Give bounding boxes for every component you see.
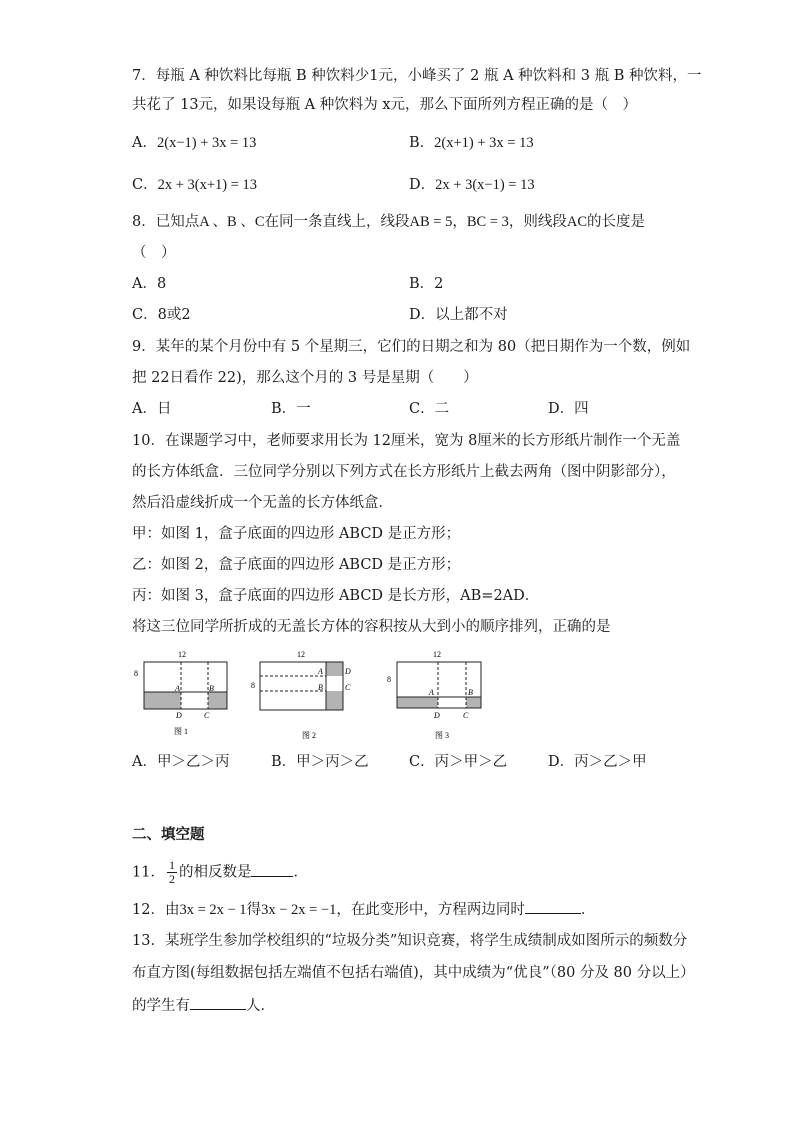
- q10-figure-2: [248, 646, 358, 742]
- option-text: 2x + 3(x−1) = 13: [435, 177, 535, 193]
- option-label: D．: [409, 307, 436, 323]
- fig3-top-label: 12: [433, 650, 441, 659]
- option-text: 四: [574, 401, 589, 417]
- option-label: D．: [548, 754, 575, 770]
- option-text: 8: [156, 276, 167, 292]
- fig2-shade-bottom: [326, 691, 343, 710]
- fig3-shade-right: [466, 697, 481, 708]
- q13-text: 人．: [246, 998, 275, 1014]
- fig1-shade-left: [144, 692, 181, 709]
- q12-text: ，在此变形中，方程两边同时: [336, 902, 525, 918]
- q13-answer-blank[interactable]: [190, 995, 246, 1010]
- fig1-point-a: A: [175, 684, 180, 693]
- q7-stem-line1: 7．每瓶 A 种饮料比每瓶 B 种饮料少1元，小峰买了 2 瓶 A 种饮料和 3 瓶 B 种饮料，一: [132, 68, 702, 84]
- q7-option-d[interactable]: [409, 175, 535, 195]
- q8-option-a[interactable]: [132, 274, 166, 294]
- option-text: 日: [156, 401, 172, 417]
- q13-stem-line3: [132, 995, 275, 1016]
- q13-stem-line1: 13．某班学生参加学校组织的“垃圾分类”知识竞赛，将学生成绩制成如图所示的频数分: [132, 933, 688, 949]
- q10-statement-jia: 甲：如图 1，盒子底面的四边形 ABCD 是正方形；: [132, 526, 461, 542]
- q8-text: ，则线段: [508, 214, 567, 230]
- option-label: C．: [132, 307, 158, 323]
- option-label: C．: [409, 754, 435, 770]
- q8-ac: AC: [566, 214, 588, 230]
- fig2-point-a: A: [318, 667, 323, 676]
- q9-option-d[interactable]: [548, 399, 589, 419]
- q12-text: 得: [246, 902, 262, 918]
- q10-stem-line1: 10．在课题学习中，老师要求用长为 12厘米，宽为 8厘米的长方形纸片制作一个无盖: [132, 433, 681, 449]
- q7-option-a[interactable]: [132, 133, 256, 153]
- fig1-top-label: 12: [178, 650, 186, 659]
- q11-denominator: 2: [168, 872, 175, 886]
- q8-option-c[interactable]: [132, 305, 191, 325]
- q9-option-c[interactable]: [409, 399, 449, 419]
- q10-statement-bing: 丙：如图 3，盒子底面的四边形 ABCD 是长方形，AB=2AD．: [132, 588, 540, 604]
- option-text: 8或2: [157, 307, 191, 323]
- q9-stem-line2: 把 22日看作 22)，那么这个月的 3 号是星期（ ）: [132, 370, 478, 386]
- q8-stem-line1: [132, 212, 645, 232]
- fig2-side-label: 8: [251, 681, 255, 690]
- option-label: D．: [548, 401, 575, 417]
- fig3-side-label: 8: [387, 675, 391, 684]
- q8-points: A 、B 、C: [199, 214, 265, 230]
- fig1-shade-right: [208, 692, 227, 709]
- fig1-point-b: B: [209, 684, 214, 693]
- q9-option-a[interactable]: [132, 399, 171, 419]
- fig3-point-c: C: [463, 711, 469, 720]
- option-text: 二: [434, 401, 450, 417]
- option-text: 丙＞乙＞甲: [574, 754, 647, 770]
- fig3-caption: 图 3: [435, 731, 449, 740]
- q10-question: 将这三位同学所折成的无盖长方体的容积按从大到小的顺序排列，正确的是: [132, 619, 611, 635]
- q10-option-b[interactable]: [271, 752, 369, 772]
- q10-figure-1: [130, 646, 235, 742]
- fig1-point-d: D: [176, 711, 182, 720]
- q9-option-b[interactable]: [271, 399, 311, 419]
- option-label: D．: [409, 177, 436, 193]
- option-label: C．: [132, 177, 158, 193]
- fig3-point-b: B: [468, 688, 473, 697]
- q10-statement-yi: 乙：如图 2，盒子底面的四边形 ABCD 是正方形；: [132, 557, 461, 573]
- option-text: 2x + 3(x+1) = 13: [157, 177, 258, 193]
- option-label: B．: [409, 135, 435, 151]
- option-text: 2: [434, 276, 444, 292]
- q8-text: 8．已知点: [132, 214, 200, 230]
- fig1-point-c: C: [204, 711, 210, 720]
- option-text: 甲＞乙＞丙: [156, 754, 230, 770]
- fig2-caption: 图 2: [302, 731, 316, 740]
- fig2-point-c: C: [345, 683, 351, 692]
- q8-stem-line2: （ ）: [132, 245, 176, 261]
- option-label: A．: [132, 276, 157, 292]
- option-label: A．: [132, 754, 157, 770]
- option-text: 以上都不对: [435, 307, 508, 323]
- q11-numerator: 1: [168, 858, 175, 872]
- q7-option-c[interactable]: [132, 175, 257, 195]
- option-label: B．: [271, 401, 297, 417]
- q12-equation-2: 3x − 2x = −1: [261, 902, 337, 918]
- fig2-point-b: B: [318, 683, 323, 692]
- q7-stem-line2: 共花了 13元，如果设每瓶 A 种饮料为 x元，那么下面所列方程正确的是（ ）: [132, 97, 638, 113]
- option-label: B．: [271, 754, 297, 770]
- fig1-caption: 图 1: [174, 727, 188, 736]
- fig1-side-label: 8: [134, 669, 138, 678]
- q13-stem-line2: 布直方图(每组数据包括左端值不包括右端值)，其中成绩为“优良”（80 分及 80 分以上）: [132, 965, 695, 981]
- q12: [132, 899, 595, 920]
- q13-text: 的学生有: [132, 998, 190, 1014]
- option-text: 丙＞甲＞乙: [434, 754, 508, 770]
- q10-option-c[interactable]: [409, 752, 507, 772]
- fig3-point-d: D: [434, 711, 440, 720]
- section-title: 二、填空题: [132, 827, 205, 843]
- q12-equation-1: 3x = 2x − 1: [179, 902, 247, 918]
- q8-option-d[interactable]: [409, 305, 508, 325]
- fig3-shade-left: [397, 697, 438, 708]
- option-text: 一: [296, 401, 311, 417]
- option-text: 2(x+1) + 3x = 13: [434, 135, 534, 151]
- q12-end: ．: [580, 902, 596, 918]
- q10-figure-3: [384, 646, 489, 742]
- fig2-shade-top: [326, 662, 343, 676]
- option-text: 2(x−1) + 3x = 13: [156, 135, 257, 151]
- q11-text: 的相反数是: [178, 864, 252, 881]
- q10-option-a[interactable]: [132, 752, 229, 772]
- q10-option-d[interactable]: [548, 752, 647, 772]
- fig2-point-d: D: [345, 667, 351, 676]
- q11-fraction: [167, 859, 177, 886]
- option-text: 甲＞丙＞乙: [296, 754, 369, 770]
- q8-bc: BC = 3: [466, 214, 509, 230]
- q11-number: 11．: [132, 864, 165, 881]
- q8-text: ，: [452, 214, 467, 230]
- option-label: B．: [409, 276, 435, 292]
- q11-end: ．: [293, 864, 308, 881]
- q12-answer-blank[interactable]: [525, 899, 581, 914]
- fig2-top-label: 12: [297, 650, 305, 659]
- q8-text: 在同一条直线上，线段: [264, 214, 410, 230]
- q10-stem-line2: 的长方体纸盒．三位同学分别以下列方式在长方形纸片上截去两角（图中阴影部分），: [132, 464, 676, 480]
- q9-stem-line1: 9．某年的某个月份中有 5 个星期三，它们的日期之和为 80（把日期作为一个数，例如: [132, 339, 691, 355]
- q8-text: 的长度是: [587, 214, 646, 230]
- q11-answer-blank[interactable]: [251, 862, 293, 877]
- fig3-point-a: A: [429, 688, 434, 697]
- q7-option-b[interactable]: [409, 133, 534, 153]
- q8-option-b[interactable]: [409, 274, 443, 294]
- q10-stem-line3: 然后沿虚线折成一个无盖的长方体纸盒．: [132, 495, 393, 511]
- option-label: A．: [132, 401, 157, 417]
- option-label: C．: [409, 401, 435, 417]
- q11: [132, 859, 308, 886]
- q8-ab: AB = 5: [409, 214, 453, 230]
- option-label: A．: [132, 135, 157, 151]
- q12-text: 12．由: [132, 902, 180, 918]
